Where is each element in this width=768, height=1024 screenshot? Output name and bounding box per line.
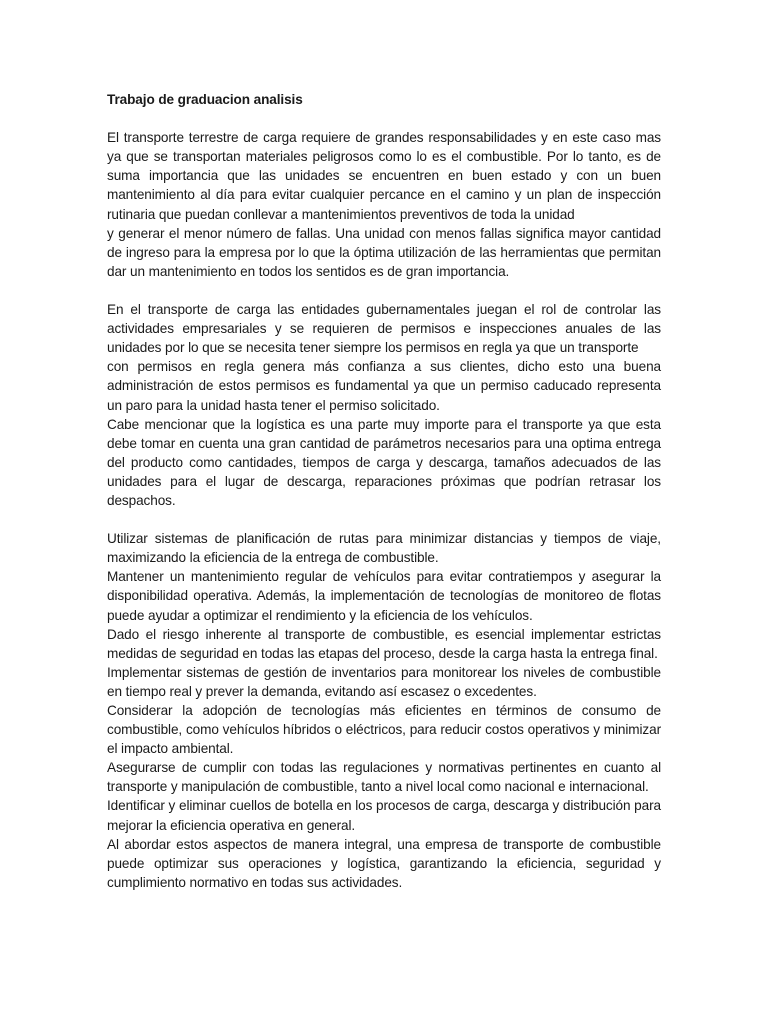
- paragraph: En el transporte de carga las entidades gubernamentales juegan el rol de controlar las actividades empresariales y se requieren de permisos e inspecciones anuales de las unidades por lo que se necesita tener siempre los permisos en regla ya que un transporte: [107, 302, 661, 356]
- document-title: Trabajo de graduacion analisis: [107, 92, 303, 107]
- paragraph: Identificar y eliminar cuellos de botella en los procesos de carga, descarga y distribución para mejorar la eficiencia operativa en general.: [107, 798, 661, 833]
- paragraph-spacer: [107, 510, 661, 529]
- paragraph: Implementar sistemas de gestión de inventarios para monitorear los niveles de combustible en tiempo real y prever la demanda, evitando así escasez o excedentes.: [107, 664, 661, 699]
- paragraph: con permisos en regla genera más confianza a sus clientes, dicho esto una buena administración de estos permisos es fundamental ya que un permiso caducado representa un paro para la unidad hasta tener el permiso solicitado.: [107, 359, 661, 413]
- paragraph: Asegurarse de cumplir con todas las regulaciones y normativas pertinentes en cuanto al transporte y manipulación de combustible, tanto a nivel local como nacional e internacional.: [107, 760, 661, 795]
- paragraph: Utilizar sistemas de planificación de rutas para minimizar distancias y tiempos de viaje, maximizando la eficiencia de la entrega de combustible.: [107, 531, 661, 566]
- paragraph: Mantener un mantenimiento regular de vehículos para evitar contratiempos y asegurar la disponibilidad operativa. Además, la implementación de tecnologías de monitoreo de flotas puede ayudar a optimizar el rendimiento y la eficiencia de los vehículos.: [107, 569, 661, 623]
- paragraph: y generar el menor número de fallas. Una unidad con menos fallas significa mayor cantidad de ingreso para la empresa por lo que la óptima utilización de las herramientas que permitan dar un mantenimiento en todos los sentidos es de gran importancia.: [107, 225, 661, 279]
- document-body: [107, 90, 661, 892]
- paragraph: Al abordar estos aspectos de manera integral, una empresa de transporte de combustible puede optimizar sus operaciones y logística, garantizando la eficiencia, seguridad y cumplimiento normativo en todas sus actividades.: [107, 836, 661, 890]
- paragraph: Cabe mencionar que la logística es una parte muy importe para el transporte ya que esta debe tomar en cuenta una gran cantidad de parámetros necesarios para una optima entrega del producto como cantidades, tiempos de carga y descarga, tamaños adecuados de las unidades para el lugar de descarga, reparaciones próximas que podrían retrasar los despachos.: [107, 416, 661, 508]
- paragraph-spacer: [107, 281, 661, 300]
- paragraph: El transporte terrestre de carga requiere de grandes responsabilidades y en este caso mas ya que se transportan materiales peligrosos como lo es el combustible. Por lo tanto, es de suma importancia que las unidades se encuentren en buen estado y con un buen mantenimiento al día para evitar cualquier percance en el camino y un plan de inspección rutinaria que puedan conllevar a mantenimientos preventivos de toda la unidad: [107, 130, 661, 222]
- paragraph: Considerar la adopción de tecnologías más eficientes en términos de consumo de combustible, como vehículos híbridos o eléctricos, para reducir costos operativos y minimizar el impacto ambiental.: [107, 703, 661, 757]
- paragraph: Dado el riesgo inherente al transporte de combustible, es esencial implementar estrictas medidas de seguridad en todas las etapas del proceso, desde la carga hasta la entrega final.: [107, 626, 661, 661]
